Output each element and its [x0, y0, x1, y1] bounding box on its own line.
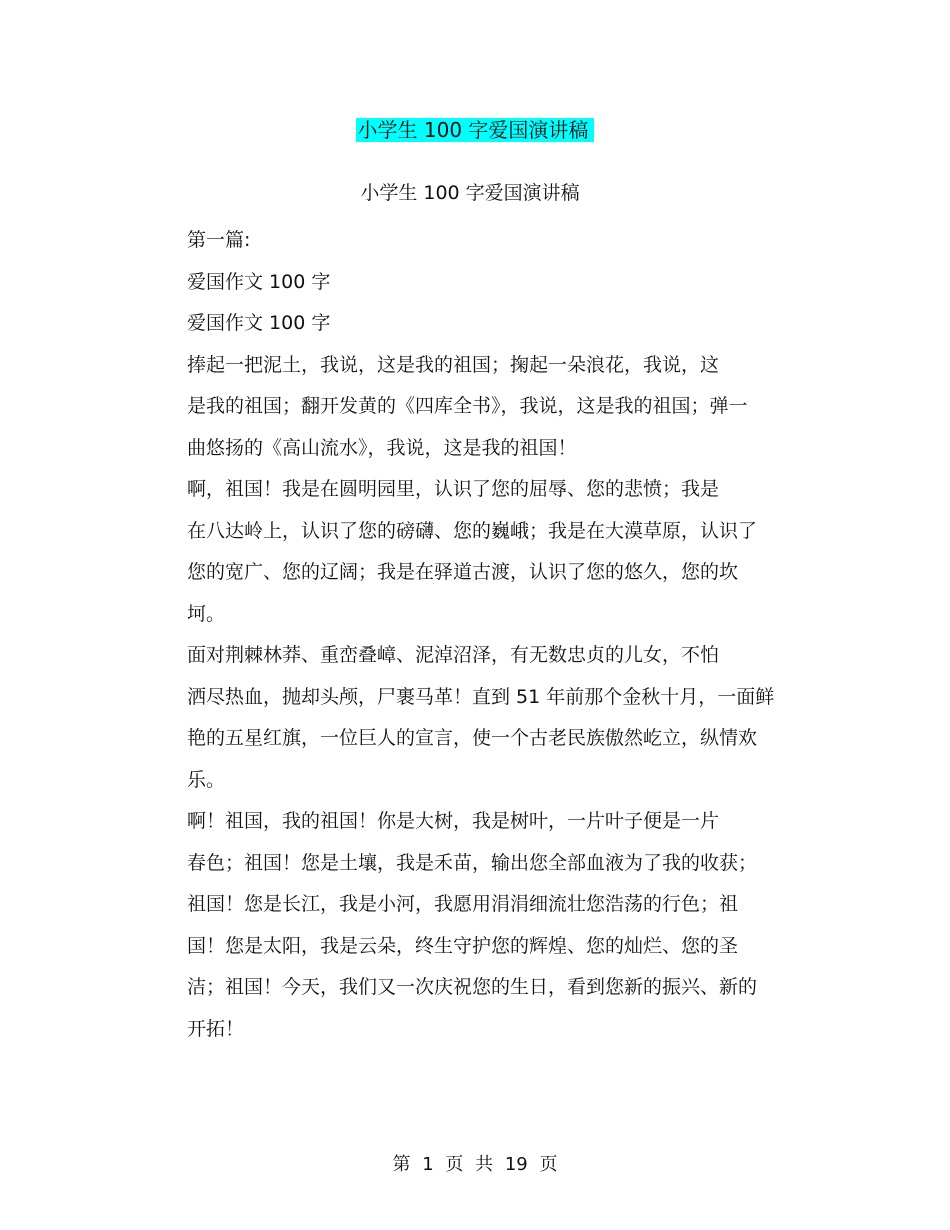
body-paragraph — [139, 801, 799, 1050]
document-subtitle: 小学生 100 字爱国演讲稿 — [360, 182, 580, 204]
page-footer: 第 1 页 共 19 页 — [392, 1154, 558, 1175]
body-paragraph — [139, 262, 799, 304]
document-title — [0, 115, 950, 145]
body-line: 在八达岭上，认识了您的磅礴、您的巍峨；我是在大漠草原，认识了 — [187, 519, 758, 542]
body-line: 捧起一把泥土，我说，这是我的祖国；掬起一朵浪花，我说，这 — [187, 353, 720, 376]
body-line: 艳的五星红旗，一位巨人的宣言，使一个古老民族傲然屹立，纵情欢 — [187, 727, 758, 749]
body-line: 爱国作文 100 字 — [187, 270, 331, 293]
body-line: 啊，祖国！我是在圆明园里，认识了您的屈辱、您的悲愤；我是 — [187, 478, 720, 500]
document-title-text: 小学生 100 字爱国演讲稿 — [356, 118, 595, 142]
body-line: 春色；祖国！您是土壤，我是禾苗，输出您全部血液为了我的收获； — [187, 851, 758, 874]
body-line: 乐。 — [187, 768, 226, 791]
body-line: 第一篇: — [187, 229, 251, 251]
body-line: 曲悠扬的《高山流水》，我说，这是我的祖国！ — [187, 436, 577, 459]
body-line: 国！您是太阳，我是云朵，终生守护您的辉煌、您的灿烂、您的圣 — [187, 934, 739, 957]
body-line: 洁；祖国！今天，我们又一次庆祝您的生日，看到您新的振兴、新的 — [187, 976, 758, 998]
body-line: 洒尽热血，抛却头颅，尸裹马革！直到 51 年前那个金秋十月，一面鲜 — [187, 685, 775, 708]
body-line: 是我的祖国；翻开发黄的《四库全书》，我说，这是我的祖国；弹一 — [187, 395, 748, 417]
body-paragraph — [139, 220, 799, 262]
body-line: 开拓！ — [187, 1017, 245, 1040]
body-paragraph — [139, 303, 799, 345]
body-paragraph — [139, 635, 799, 801]
body-line: 祖国！您是长江，我是小河，我愿用涓涓细流壮您浩荡的行色；祖 — [187, 893, 739, 915]
body-paragraph — [139, 469, 799, 635]
body-line: 坷。 — [187, 602, 226, 625]
body-line: 啊！祖国，我的祖国！你是大树，我是树叶，一片叶子便是一片 — [187, 810, 720, 832]
body-line: 面对荆棘林莽、重峦叠嶂、泥淖沼泽，有无数忠贞的儿女，不怕 — [187, 644, 720, 666]
body-line: 爱国作文 100 字 — [187, 312, 331, 334]
document-body — [139, 220, 799, 1050]
body-line: 您的宽广、您的辽阔；我是在驿道古渡，认识了您的悠久，您的坎 — [187, 561, 739, 583]
body-paragraph — [139, 345, 799, 470]
